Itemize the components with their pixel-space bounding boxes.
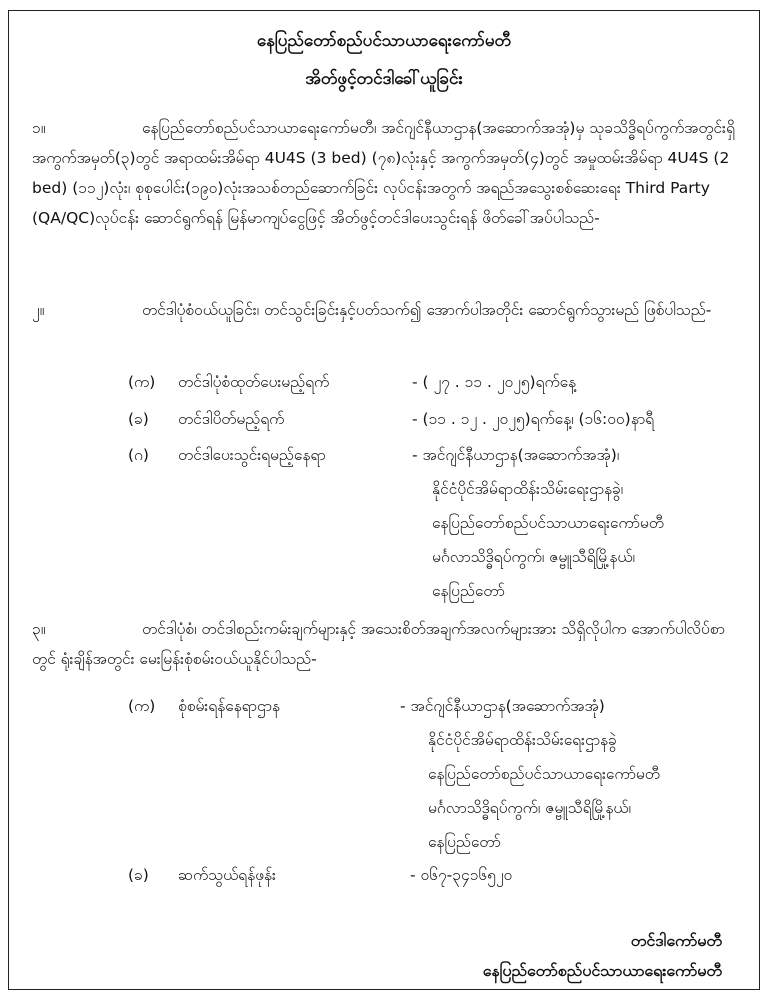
contact-value: - အင်ဂျင်နီယာဌာန(အဆောက်အအုံ): [400, 697, 605, 715]
address-line: နိုင်ငံပိုင်အိမ်ရာထိန်းသိမ်းရေးဌာနခွဲ: [428, 731, 617, 749]
paragraph-1: [32, 113, 740, 233]
address-line: နေပြည်တော်: [432, 582, 505, 600]
schedule-value: - အင်ဂျင်နီယာဌာန(အဆောက်အအုံ)၊: [412, 446, 620, 464]
address-line: မင်္ဂလာသိဒ္ဓိရပ်ကွက်၊ ဇမ္ဗူသီရိမြို့နယ်၊: [432, 548, 635, 566]
paragraph-2-number: ၂။: [32, 301, 45, 319]
schedule-item: တင်ဒါပေးသွင်းရမည့်နေရာ: [178, 446, 326, 464]
contact-item: စုံစမ်းရန်နေရာဌာန: [178, 697, 280, 715]
notice-subtitle: အိတ်ဖွင့်တင်ဒါခေါ်ယူခြင်း: [305, 69, 463, 89]
contact-label: (က): [128, 697, 156, 715]
address-line: နေပြည်တော်စည်ပင်သာယာရေးကော်မတီ: [432, 514, 664, 532]
notice-title: နေပြည်တော်စည်ပင်သာယာရေးကော်မတီ: [256, 31, 512, 51]
contact-phone: - ၀၆၇-၃၄၁၆၅၂၀: [410, 866, 513, 884]
contact-item: ဆက်သွယ်ရန်ဖုန်း: [178, 866, 276, 884]
paragraph-3: [32, 614, 740, 674]
contact-label: (ခ): [128, 866, 149, 884]
address-line: နိုင်ငံပိုင်အိမ်ရာထိန်းသိမ်းရေးဌာနခွဲ၊: [432, 480, 624, 498]
signature-committee: တင်ဒါကော်မတီ: [630, 931, 722, 950]
address-line: နေပြည်တော်စည်ပင်သာယာရေးကော်မတီ: [428, 765, 660, 783]
signature-organization: နေပြည်တော်စည်ပင်သာယာရေးကော်မတီ: [482, 961, 722, 980]
paragraph-3-text: တင်ဒါပုံစံ၊ တင်ဒါစည်းကမ်းချက်များနှင့် အသေးစိတ်အချက်အလက်များအား သိရှိလိုပါက အောက်ပါလိပ်စာတွင် ရုံးချိန်အတွင်း မေးမြန်းစုံစမ်းဝယ်ယူနိုင်ပါသည်-: [32, 620, 725, 668]
paragraph-2-text: တင်ဒါပုံစံဝယ်ယူခြင်း၊ တင်သွင်းခြင်းနှင့်ပတ်သက်၍ အောက်ပါအတိုင်း ဆောင်ရွက်သွားမည် ဖြစ်ပါသည်-: [142, 301, 712, 319]
schedule-item: တင်ဒါပိတ်မည့်ရက်: [178, 410, 285, 428]
schedule-value: - ( ၂၇ . ၁၁ . ၂၀၂၅)ရက်နေ့: [412, 373, 577, 391]
address-line: မင်္ဂလာသိဒ္ဓိရပ်ကွက်၊ ဇမ္ဗူသီရိမြို့နယ်၊: [428, 799, 631, 817]
schedule-label: (ဂ): [128, 446, 149, 464]
paragraph-1-text: နေပြည်တော်စည်ပင်သာယာရေးကော်မတီ၊ အင်ဂျင်နီယာဌာန(အဆောက်အအုံ)မှ သုခသိဒ္ဓိရပ်ကွက်အတွင်းရှိ အကွက်အမှတ်(၃)တွင် အရာထမ်းအိမ်ရာ 4U4S (3 bed) (၇၈)လုံးနှင့် အကွက်အမှတ်(၄)တွင် အမှုထမ်းအိမ်ရာ 4U4S (2 bed) (၁၁၂)လုံး၊ စုစုပေါင်း(၁၉၀)လုံးအသစ်တည်ဆောက်ခြင်း လုပ်ငန်းအတွက် အရည်အသွေးစစ်ဆေးရေး Third Party (QA/QC)လုပ်ငန်း ဆောင်ရွက်ရန် မြန်မာကျပ်ငွေဖြင့် အိတ်ဖွင့်တင်ဒါပေးသွင်းရန် ဖိတ်ခေါ်အပ်ပါသည်-: [32, 119, 735, 227]
schedule-item: တင်ဒါပုံစံထုတ်ပေးမည့်ရက်: [178, 373, 330, 391]
paragraph-2: [32, 295, 740, 325]
schedule-value: - (၁၁ . ၁၂ . ၂၀၂၅)ရက်နေ့၊ (၁၆:၀၀)နာရီ: [412, 410, 654, 428]
address-line: နေပြည်တော်: [428, 833, 501, 851]
schedule-label: (ခ): [128, 410, 149, 428]
paragraph-1-number: ၁။: [32, 119, 46, 137]
schedule-label: (က): [128, 373, 156, 391]
paragraph-3-number: ၃။: [32, 620, 46, 638]
